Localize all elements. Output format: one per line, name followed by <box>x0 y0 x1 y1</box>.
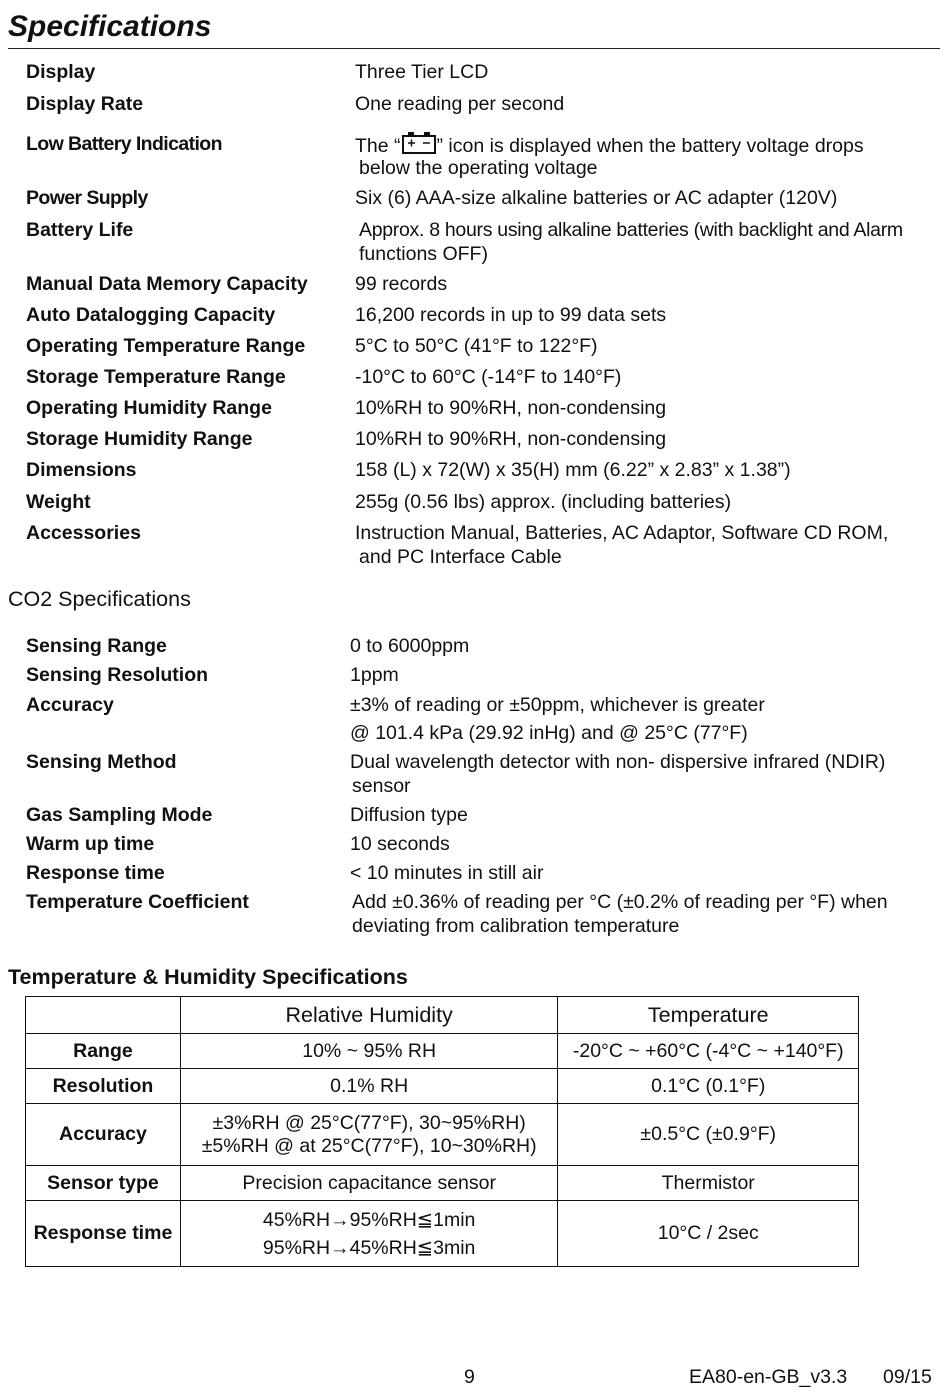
spec-label: Storage Temperature Range <box>26 366 286 388</box>
table-header-rh: Relative Humidity <box>180 997 558 1034</box>
page-number: 9 <box>464 1366 475 1388</box>
spec-label: Storage Humidity Range <box>26 428 253 450</box>
spec-label: Temperature Coefficient <box>26 891 249 913</box>
temp-cell: 10°C / 2sec <box>558 1201 859 1267</box>
spec-label: Power Supply <box>26 187 148 209</box>
spec-value: 1ppm <box>350 664 399 686</box>
table-row <box>26 1166 859 1201</box>
spec-label: Display Rate <box>26 93 144 115</box>
doc-date: 09/15 <box>883 1366 932 1388</box>
spec-value-post: ” icon is displayed when the battery voltage drops <box>436 135 864 157</box>
spec-label: Display <box>26 61 96 83</box>
spec-value-pre: The “ <box>355 135 401 157</box>
spec-value: Dual wavelength detector with non- dispersive infrared (NDIR) <box>350 751 886 773</box>
spec-value: Diffusion type <box>350 804 468 826</box>
spec-label: Weight <box>26 491 91 513</box>
spec-label: Gas Sampling Mode <box>26 804 213 826</box>
spec-value-line2: sensor <box>352 775 411 797</box>
spec-value: 16,200 records in up to 99 data sets <box>355 304 667 326</box>
row-label: Resolution <box>26 1069 181 1104</box>
spec-value: 10%RH to 90%RH, non-condensing <box>355 428 667 450</box>
spec-label: Dimensions <box>26 459 137 481</box>
table-header-empty <box>26 997 181 1034</box>
spec-value: Six (6) AAA-size alkaline batteries or AC adapter (120V) <box>355 187 838 209</box>
doc-id: EA80-en-GB_v3.3 <box>689 1366 848 1388</box>
spec-value: One reading per second <box>355 93 565 115</box>
spec-label: Sensing Resolution <box>26 664 209 686</box>
table-header-row <box>26 997 859 1034</box>
co2-section-title: CO2 Specifications <box>8 587 191 611</box>
rh-cell: Precision capacitance sensor <box>180 1166 558 1201</box>
spec-value-line2: @ 101.4 kPa (29.92 inHg) and @ 25°C (77°F) <box>350 722 748 744</box>
spec-value: 255g (0.56 lbs) approx. (including batteries) <box>355 491 732 513</box>
spec-label: Operating Temperature Range <box>26 335 306 357</box>
spec-label: Accessories <box>26 522 141 544</box>
spec-label: Battery Life <box>26 219 134 241</box>
temp-cell: -20°C ~ +60°C (-4°C ~ +140°F) <box>558 1034 859 1069</box>
th-section-title: Temperature & Humidity Specifications <box>8 965 408 989</box>
row-label: Response time <box>26 1201 181 1267</box>
table-header-temp: Temperature <box>558 997 859 1034</box>
rh-cell: 10% ~ 95% RH <box>180 1034 558 1069</box>
row-label: Sensor type <box>26 1166 181 1201</box>
rh-cell <box>180 1104 558 1166</box>
rh-line: ±5%RH @ at 25°C(77°F), 10~30%RH) <box>201 1134 537 1157</box>
spec-label: Auto Datalogging Capacity <box>26 304 276 326</box>
temp-cell: 0.1°C (0.1°F) <box>558 1069 859 1104</box>
table-row <box>26 1104 859 1166</box>
table-row <box>26 1201 859 1267</box>
spec-value: 10 seconds <box>350 833 450 855</box>
spec-value: Instruction Manual, Batteries, AC Adaptor, Software CD ROM, <box>355 522 889 544</box>
spec-value: -10°C to 60°C (-14°F to 140°F) <box>355 366 622 388</box>
spec-label: Manual Data Memory Capacity <box>26 273 308 295</box>
page-title: Specifications <box>8 8 940 49</box>
spec-value: 158 (L) x 72(W) x 35(H) mm (6.22” x 2.83” x 1.38”) <box>355 459 791 481</box>
spec-value: Approx. 8 hours using alkaline batteries (with backlight and Alarm <box>359 219 903 241</box>
spec-value: 10%RH to 90%RH, non-condensing <box>355 397 667 419</box>
spec-value-line2: functions OFF) <box>359 243 488 265</box>
spec-value: 0 to 6000ppm <box>350 635 470 657</box>
spec-value: 5°C to 50°C (41°F to 122°F) <box>355 335 598 357</box>
table-row <box>26 1069 859 1104</box>
spec-value-line2: deviating from calibration temperature <box>352 915 680 937</box>
temp-humidity-table <box>25 996 859 1267</box>
rh-line: ±3%RH @ 25°C(77°F), 30~95%RH) <box>212 1111 526 1134</box>
spec-value: 99 records <box>355 273 448 295</box>
spec-value: Three Tier LCD <box>355 61 489 83</box>
row-label: Accuracy <box>26 1104 181 1166</box>
table-row <box>26 1034 859 1069</box>
battery-icon <box>402 132 436 154</box>
spec-label: Response time <box>26 862 165 884</box>
spec-label: Sensing Range <box>26 635 167 657</box>
row-label: Range <box>26 1034 181 1069</box>
spec-label: Warm up time <box>26 833 155 855</box>
rh-cell: 0.1% RH <box>180 1069 558 1104</box>
spec-value: ±3% of reading or ±50ppm, whichever is greater <box>350 694 765 716</box>
spec-value <box>355 132 864 158</box>
spec-value: Add ±0.36% of reading per °C (±0.2% of reading per °F) when <box>352 891 888 913</box>
spec-label: Low Battery Indication <box>26 133 222 155</box>
spec-label: Operating Humidity Range <box>26 397 272 419</box>
temp-cell: ±0.5°C (±0.9°F) <box>558 1104 859 1166</box>
rh-line: 45%RH→95%RH≦1min <box>262 1208 476 1231</box>
spec-label: Sensing Method <box>26 751 177 773</box>
rh-cell <box>180 1201 558 1267</box>
rh-line: 95%RH→45%RH≦3min <box>262 1236 476 1259</box>
spec-value-line2: below the operating voltage <box>359 157 598 179</box>
spec-label: Accuracy <box>26 694 114 716</box>
spec-value: < 10 minutes in still air <box>350 862 544 884</box>
spec-value-line2: and PC Interface Cable <box>359 546 562 568</box>
temp-cell: Thermistor <box>558 1166 859 1201</box>
